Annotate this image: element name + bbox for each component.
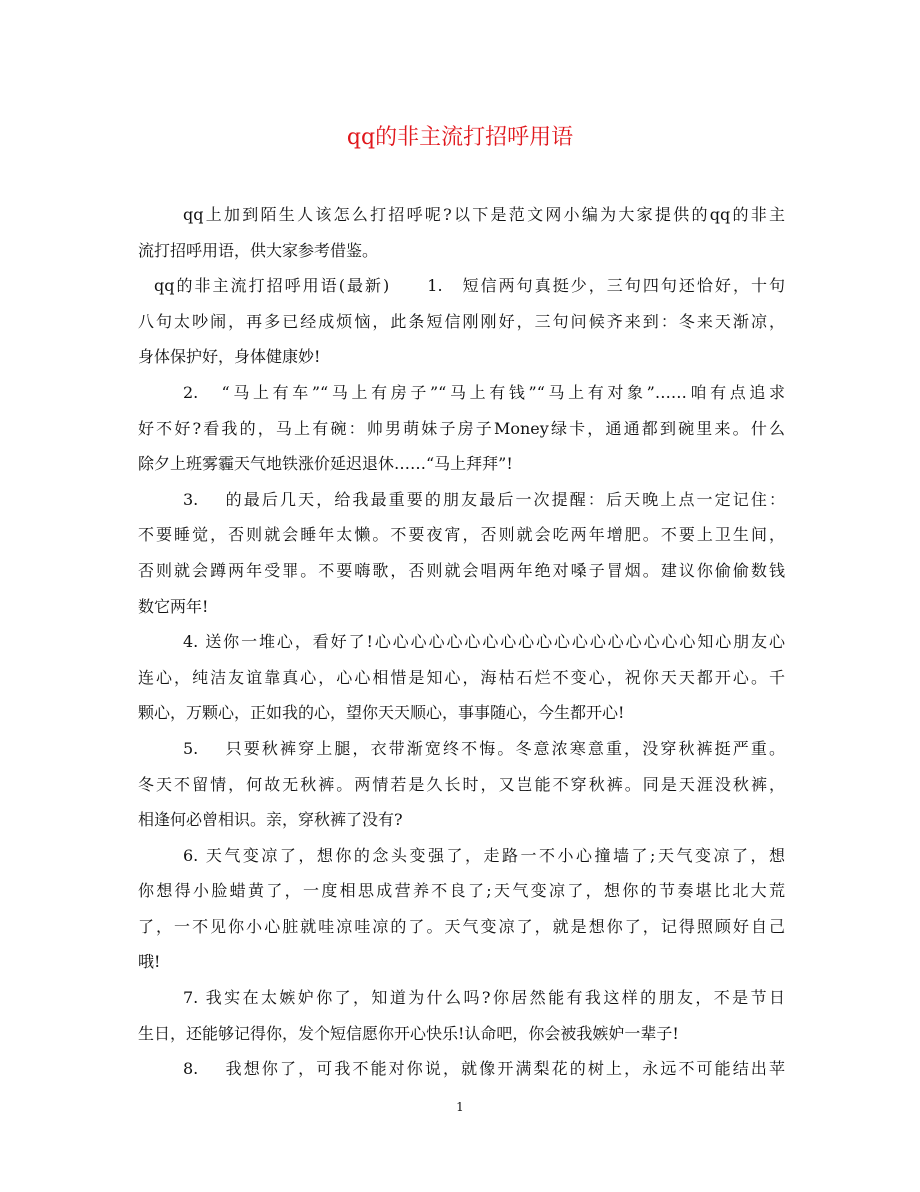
text-line: 八句太吵闹，再多已经成烦恼，此条短信刚刚好，三句问候齐来到：冬来天渐凉， xyxy=(138,311,785,331)
text-line: qq的非主流打招呼用语(最新) 1. 短信两句真挺少，三句四句还恰好，十句 xyxy=(154,276,785,296)
paragraph xyxy=(138,731,785,838)
text-line: 好不好?看我的，马上有碗：帅男萌妹子房子Money绿卡，通通都到碗里来。什么 xyxy=(138,418,785,438)
text-line: 了，一不见你小心脏就哇凉哇凉的了。天气变凉了，就是想你了，记得照顾好自己 xyxy=(138,916,785,936)
text-line: 冬天不留情，何故无秋裤。两情若是久长时，又岂能不穿秋裤。同是天涯没秋裤， xyxy=(138,774,785,794)
paragraph xyxy=(138,838,785,980)
text-line: 7. 我实在太嫉妒你了，知道为什么吗?你居然能有我这样的朋友，不是节日 xyxy=(183,988,785,1008)
text-line: 5. 只要秋裤穿上腿，衣带渐宽终不悔。冬意浓寒意重，没穿秋裤挺严重。 xyxy=(183,738,785,758)
document-title: qq的非主流打招呼用语 xyxy=(346,125,574,150)
text-line: 4. 送你一堆心，看好了!心心心心心心心心心心心心心心心心心心知心朋友心 xyxy=(183,632,785,652)
paragraph xyxy=(138,268,785,375)
page-number: 1 xyxy=(456,1100,464,1114)
text-line: 2. “马上有车”“马上有房子”“马上有钱”“马上有对象”……咱有点追求 xyxy=(183,382,785,402)
paragraph xyxy=(138,197,785,268)
text-line: 数它两年! xyxy=(138,596,209,616)
text-line: 颗心，万颗心，正如我的心，望你天天顺心，事事随心，今生都开心! xyxy=(138,703,625,723)
text-line: 8. 我想你了，可我不能对你说，就像开满梨花的树上，永远不可能结出苹 xyxy=(183,1059,785,1079)
paragraph xyxy=(138,624,785,731)
text-line: 3. 的最后几天，给我最重要的朋友最后一次提醒：后天晚上点一定记住： xyxy=(183,489,785,509)
text-line: 相逢何必曾相识。亲，穿秋裤了没有? xyxy=(138,810,403,830)
text-line: 6. 天气变凉了，想你的念头变强了，走路一不小心撞墙了;天气变凉了，想 xyxy=(183,845,785,865)
text-line: 不要睡觉，否则就会睡年太懒。不要夜宵，否则就会吃两年增肥。不要上卫生间， xyxy=(138,525,785,545)
text-line: 哦! xyxy=(138,952,161,972)
paragraph xyxy=(138,482,785,624)
text-line: qq上加到陌生人该怎么打招呼呢?以下是范文网小编为大家提供的qq的非主 xyxy=(183,205,785,224)
paragraph xyxy=(138,375,785,482)
text-line: 你想得小脸蜡黄了，一度相思成营养不良了;天气变凉了，想你的节奏堪比北大荒 xyxy=(138,881,785,901)
text-line: 生日，还能够记得你，发个短信愿你开心快乐!认命吧，你会被我嫉妒一辈子! xyxy=(138,1023,679,1043)
text-line: 否则就会蹲两年受罪。不要嗨歌，否则就会唱两年绝对嗓子冒烟。建议你偷偷数钱 xyxy=(138,560,785,580)
paragraph xyxy=(138,1051,785,1087)
document-body xyxy=(138,197,785,1087)
paragraph xyxy=(138,980,785,1051)
text-line: 连心，纯洁友谊靠真心，心心相惜是知心，海枯石烂不变心，祝你天天都开心。千 xyxy=(138,667,785,687)
text-line: 流打招呼用语，供大家参考借鉴。 xyxy=(138,240,379,260)
text-line: 身体保护好，身体健康妙! xyxy=(138,347,321,367)
text-line: 除夕上班雾霾天气地铁涨价延迟退休……“马上拜拜”! xyxy=(138,454,513,474)
